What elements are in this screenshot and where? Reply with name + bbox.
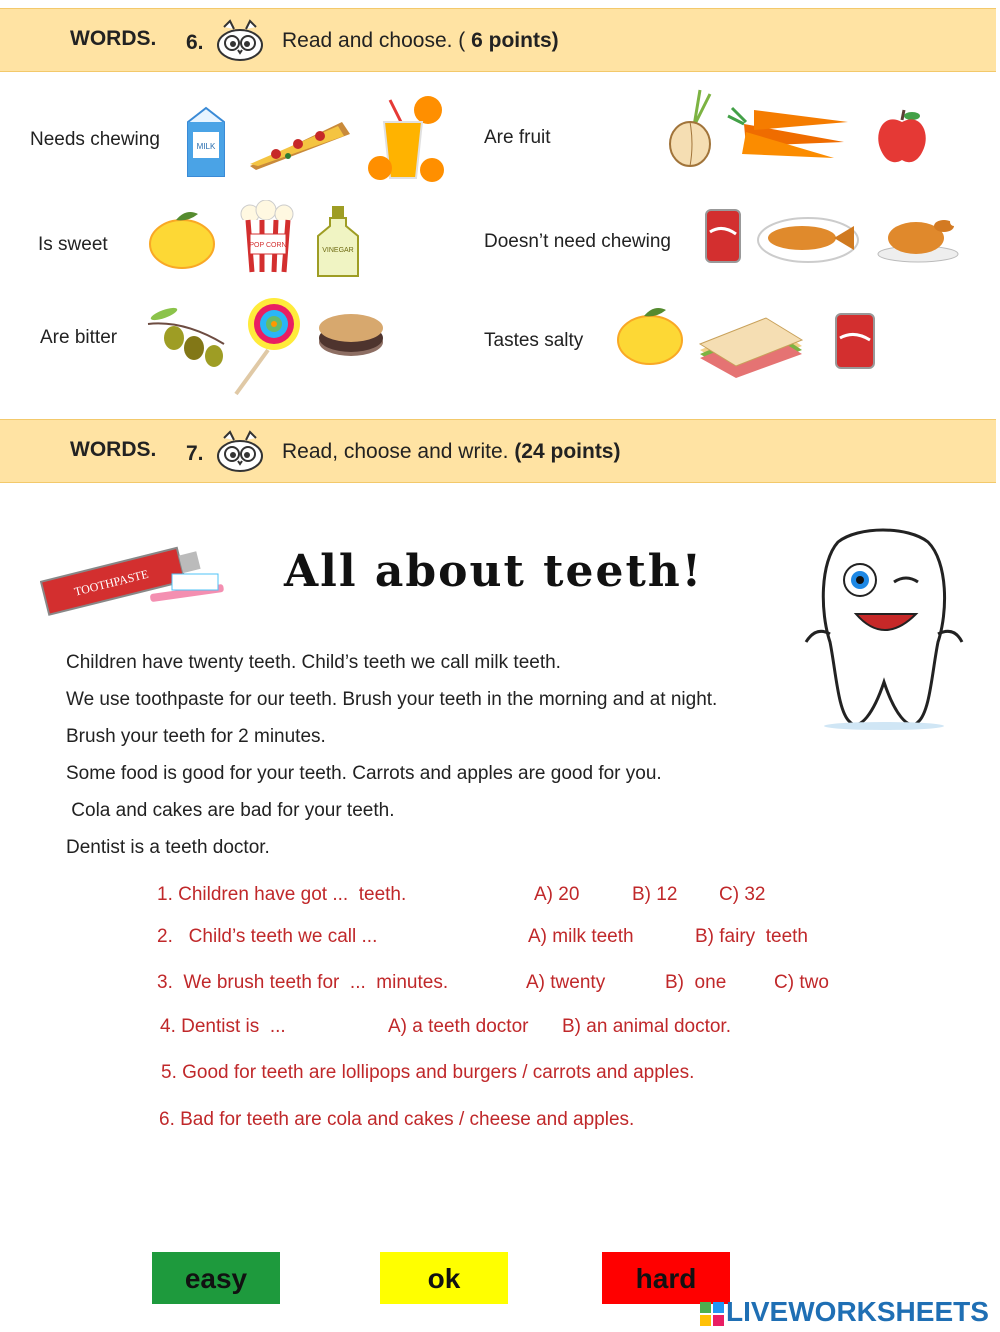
category-label: Needs chewing (30, 129, 160, 150)
carrots-picture[interactable] (724, 102, 854, 173)
ok-button[interactable]: ok (380, 1252, 508, 1304)
cola-can-picture[interactable] (702, 206, 744, 271)
category-label: Are bitter (40, 327, 118, 348)
olives-picture[interactable] (144, 304, 228, 379)
section-7-words-label: WORDS. (70, 438, 157, 461)
question-5[interactable]: 5. Good for teeth are lollipops and burgers / carrots and apples. (161, 1062, 695, 1083)
easy-button[interactable]: easy (152, 1252, 280, 1304)
toothpaste-text: TOOTHPASTE (72, 566, 150, 599)
cola-can-picture[interactable] (832, 310, 878, 377)
onion-picture[interactable] (664, 86, 720, 175)
hard-button[interactable]: hard (602, 1252, 730, 1304)
roast-chicken-picture[interactable] (876, 208, 962, 269)
popcorn-text: POP CORN (249, 242, 287, 249)
owl-mascot-icon (214, 19, 266, 68)
orange-juice-picture[interactable] (362, 94, 448, 189)
reading-line: Brush your teeth for 2 minutes. (66, 726, 326, 747)
reading-line: Dentist is a teeth doctor. (66, 837, 270, 858)
lollipop-picture[interactable] (228, 296, 302, 401)
reading-line: Cola and cakes are bad for your teeth. (66, 800, 395, 821)
page-title: All about teeth! (284, 546, 704, 597)
category-label: Tastes salty (484, 330, 584, 351)
brand-name[interactable]: LIVEWORKSHEETS (726, 1296, 989, 1327)
question-1: 1. Children have got ... teeth. (157, 884, 407, 905)
question-3: 3. We brush teeth for ... minutes. (157, 972, 449, 993)
answer-option[interactable]: C) 32 (719, 884, 766, 905)
pizza-slice-picture[interactable] (246, 112, 352, 177)
apple-picture[interactable] (874, 108, 930, 171)
popcorn-picture[interactable] (236, 200, 300, 279)
vinegar-text: VINEGAR (322, 247, 354, 254)
section-7-instruction: Read, choose and write. (24 points) (282, 440, 621, 463)
question-6[interactable]: 6. Bad for teeth are cola and cakes / cheese and apples. (159, 1109, 635, 1130)
liveworksheets-logo-icon (700, 1302, 724, 1331)
category-label: Doesn’t need chewing (484, 231, 671, 252)
reading-line: Some food is good for your teeth. Carrots and apples are good for you. (66, 763, 662, 784)
reading-line: Children have twenty teeth. Child’s teeth we call milk teeth. (66, 652, 561, 673)
section-6-header (0, 8, 996, 72)
section-6-instruction: Read and choose. ( 6 points) (282, 29, 559, 52)
answer-option[interactable]: A) milk teeth (528, 926, 634, 947)
reading-line: We use toothpaste for our teeth. Brush your teeth in the morning and at night. (66, 689, 718, 710)
tooth-mascot-picture (798, 522, 968, 737)
milk-text: MILK (196, 142, 216, 151)
question-4: 4. Dentist is ... (160, 1016, 286, 1037)
biscuit-picture[interactable] (316, 308, 386, 365)
lemon-picture[interactable] (614, 302, 686, 373)
category-label: Are fruit (484, 127, 551, 148)
answer-option[interactable]: B) one (665, 972, 727, 993)
answer-option[interactable]: A) twenty (526, 972, 606, 993)
answer-option[interactable]: A) 20 (534, 884, 580, 905)
section-7-header (0, 419, 996, 483)
section-6-words-label: WORDS. (70, 27, 157, 50)
owl-mascot-icon (214, 430, 266, 479)
answer-option[interactable]: C) two (774, 972, 829, 993)
question-2: 2. Child’s teeth we call ... (157, 926, 378, 947)
answer-option[interactable]: B) fairy teeth (695, 926, 808, 947)
category-label: Is sweet (38, 234, 108, 255)
answer-option[interactable]: A) a teeth doctor (388, 1016, 529, 1037)
sandwich-picture[interactable] (696, 316, 806, 383)
milk-carton-picture[interactable] (184, 104, 228, 183)
answer-option[interactable]: B) 12 (632, 884, 678, 905)
toothpaste-picture (40, 530, 230, 625)
answer-option[interactable]: B) an animal doctor. (562, 1016, 731, 1037)
vinegar-bottle-picture[interactable] (314, 204, 362, 285)
fried-fish-picture[interactable] (756, 210, 860, 271)
section-6-number: 6. (186, 31, 204, 54)
lemon-picture[interactable] (146, 206, 218, 277)
section-7-number: 7. (186, 442, 204, 465)
